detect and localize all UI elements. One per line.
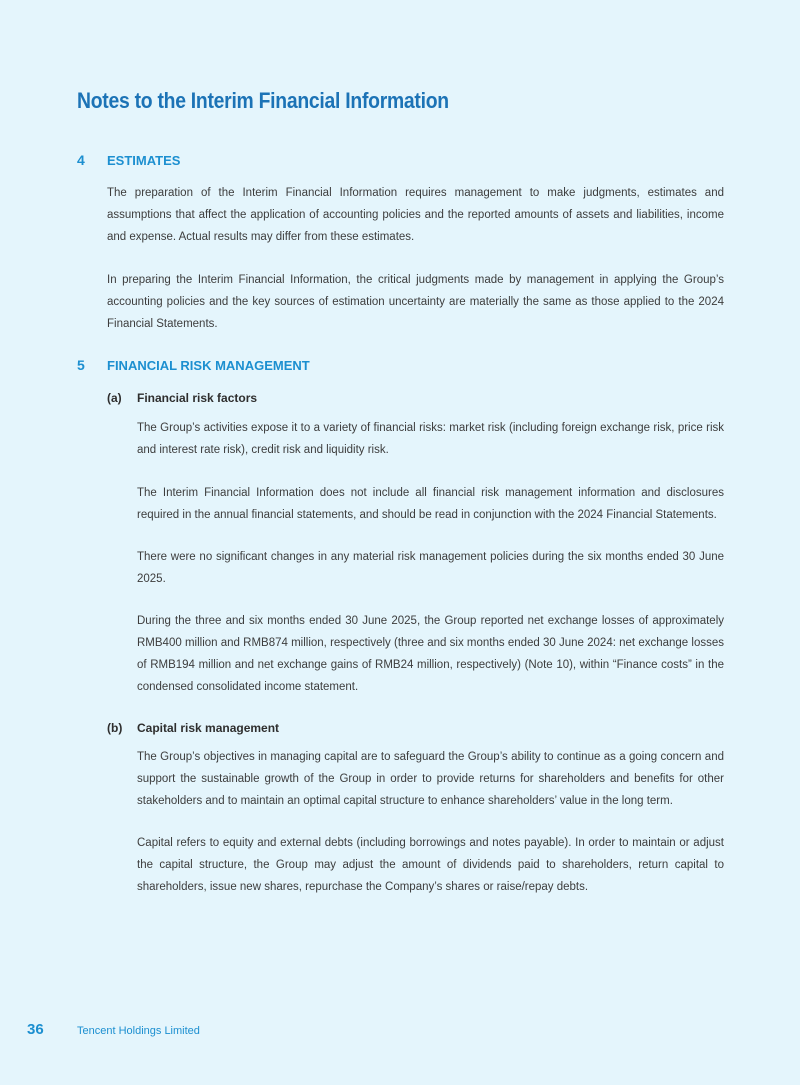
- section-4-paragraph-2: In preparing the Interim Financial Information, the critical judgments made by management in applying the Group’s accounting policies and the key sources of estimation uncertainty are materially the same as those applied to the 2024 Financial Statements.: [107, 274, 724, 330]
- page-title: Notes to the Interim Financial Information: [77, 88, 449, 113]
- subsection-a-paragraph-4: During the three and six months ended 30 June 2025, the Group reported net exchange losses of approximately RMB400 million and RMB874 million, respectively (three and six months ended 30 June 2024: net exchange losses of RMB194 million and net exchange gains of RMB24 million, respectively) (Note 10), within “Finance costs” in the condensed consolidated income statement.: [137, 615, 724, 693]
- subsection-b-paragraph-2: Capital refers to equity and external debts (including borrowings and notes payable). In order to maintain or adjust the capital structure, the Group may adjust the amount of dividends paid to shareholders, return capital to shareholders, issue new shares, repurchase the Company’s shares or raise/repay debts.: [137, 837, 724, 893]
- footer-company-name: Tencent Holdings Limited: [77, 1025, 200, 1037]
- subsection-a-label: (a): [107, 391, 122, 405]
- subsection-a-title: Financial risk factors: [137, 391, 258, 405]
- page-number: 36: [27, 1021, 44, 1038]
- section-5-number: 5: [77, 357, 85, 373]
- subsection-a-paragraph-3: There were no significant changes in any material risk management policies during the six months ended 30 June 2025.: [137, 551, 724, 585]
- subsection-a-paragraph-1: The Group’s activities expose it to a variety of financial risks: market risk (including foreign exchange risk, price risk and interest rate risk), credit risk and liquidity risk.: [137, 422, 724, 456]
- subsection-a-paragraph-2: The Interim Financial Information does not include all financial risk management information and disclosures required in the annual financial statements, and should be read in conjunction with the 2024 Financial Statements.: [137, 487, 724, 521]
- section-5-title: FINANCIAL RISK MANAGEMENT: [107, 358, 310, 373]
- section-4-paragraph-1: The preparation of the Interim Financial Information requires management to make judgments, estimates and assumptions that affect the application of accounting policies and the reported amounts of assets and liabilities, income and expense. Actual results may differ from these estimates.: [107, 187, 724, 243]
- subsection-b-title: Capital risk management: [137, 721, 280, 735]
- subsection-b-paragraph-1: The Group’s objectives in managing capital are to safeguard the Group’s ability to continue as a going concern and support the sustainable growth of the Group in order to provide returns for shareholders and benefits for other stakeholders and to maintain an optimal capital structure to enhance shareholders’ value in the long term.: [137, 751, 724, 807]
- section-4-title: ESTIMATES: [107, 153, 181, 168]
- section-4-number: 4: [77, 152, 85, 168]
- subsection-b-label: (b): [107, 721, 123, 735]
